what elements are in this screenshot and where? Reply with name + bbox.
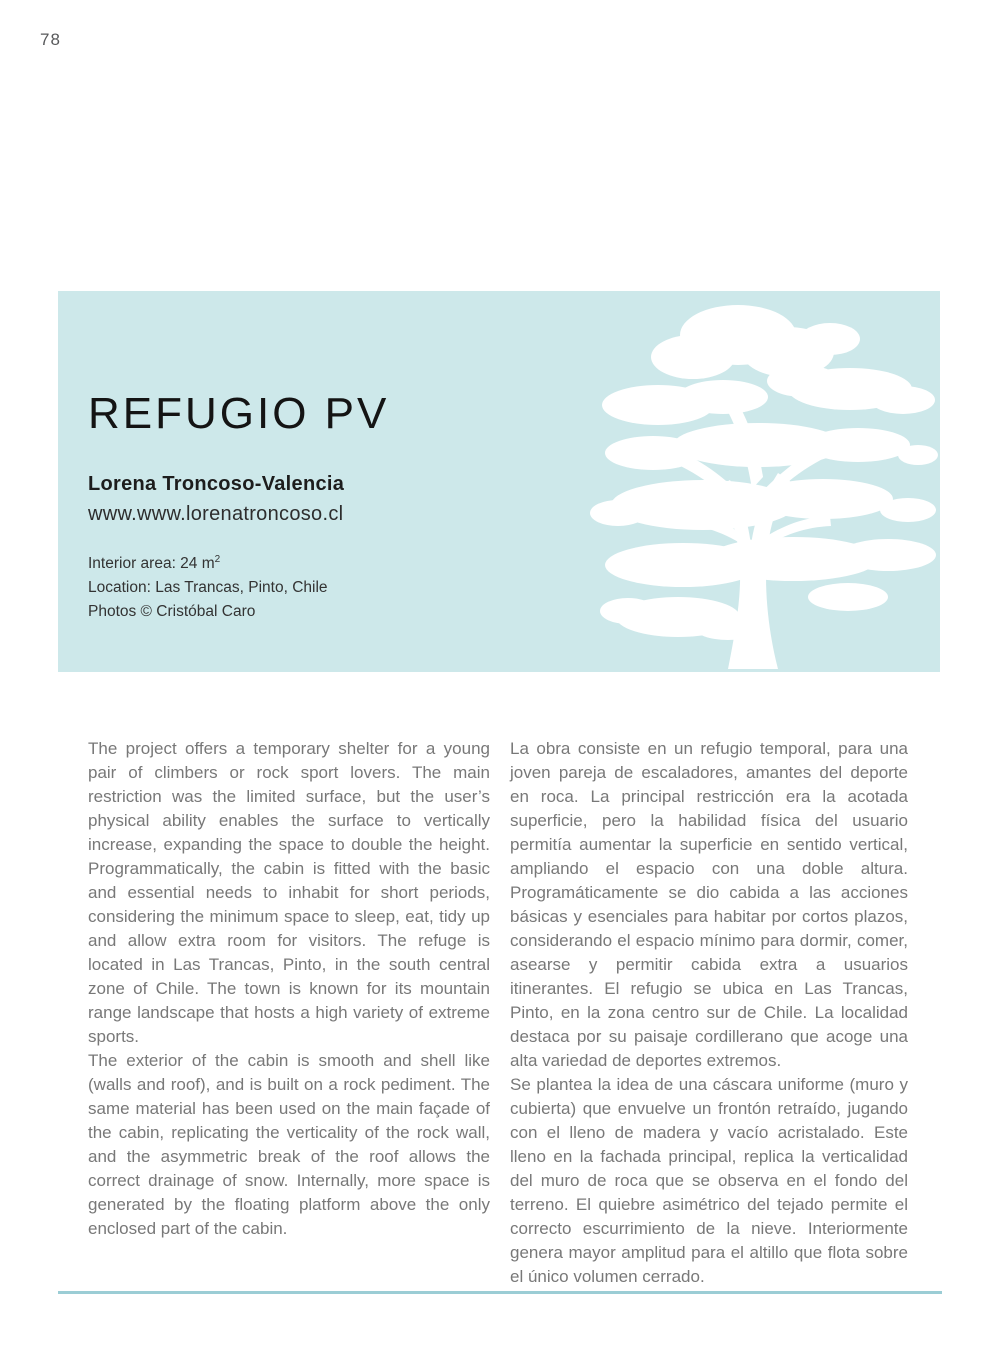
english-column xyxy=(88,737,490,1289)
spanish-column xyxy=(510,737,908,1289)
page-number: 78 xyxy=(40,30,61,49)
project-details xyxy=(88,548,328,624)
interior-area-text: Interior area: 24 m xyxy=(88,555,215,573)
interior-area-superscript: 2 xyxy=(214,554,221,565)
spanish-paragraph-1: La obra consiste en un refugio temporal, para una joven pareja de escaladores, amantes del deporte en roca. La principal restricción era la acotada superficie, pero la habilidad física del usuario permitía aumentar la superficie en sentido vertical, ampliando el espacio con una doble altura. Programáticamente se dio cabida a las acciones básicas y esenciales para habitar por cortos plazos, considerando el espacio mínimo para dormir, comer, asearse y permitir cabida extra a usuarios itinerantes. El refugio se ubica en Las Trancas, Pinto, en la zona centro sur de Chile. La localidad destaca por su paisaje cordillerano que acoge una alta variedad de deportes extremos. xyxy=(510,739,908,1070)
detail-photo-credit: Photos © Cristóbal Caro xyxy=(88,603,256,621)
tree-icon xyxy=(588,297,940,669)
article-body xyxy=(88,737,908,1289)
english-paragraph-1: The project offers a temporary shelter for a young pair of climbers or rock sport lovers. The main restriction was the limited surface, but the user’s physical ability enables the surface to vertically increase, expanding the space to double the height. Programmatically, the cabin is fitted with the basic and essential needs to inhabit for short periods, considering the minimum space to sleep, eat, tidy up and allow extra room for visitors. The refuge is located in Las Trancas, Pinto, in the south central zone of Chile. The town is known for its mountain range landscape that hosts a high variety of extreme sports. xyxy=(88,739,490,1046)
spanish-paragraph-2: Se plantea la idea de una cáscara uniforme (muro y cubierta) que envuelve un frontón retraído, jugando con el lleno de madera y vacío acristalado. Este lleno en la fachada principal, replica la verticalidad del muro de roca que se observa en el fondo del terreno. El quiebre asimétrico del tejado permite el correcto escurrimiento de la nieve. Interiormente genera mayor amplitud para el altillo que flota sobre el único volumen cerrado. xyxy=(510,1075,908,1286)
english-paragraph-2: The exterior of the cabin is smooth and shell like (walls and roof), and is built on a rock pediment. The same material has been used on the main façade of the cabin, replicating the verticality of the rock wall, and the asymmetric break of the roof allows the correct drainage of snow. Internally, more space is generated by the floating platform above the only enclosed part of the cabin. xyxy=(88,1051,490,1238)
author-website: www.www.lorenatroncoso.cl xyxy=(88,503,344,525)
detail-location: Location: Las Trancas, Pinto, Chile xyxy=(88,579,328,597)
author-block xyxy=(88,473,344,526)
author-name: Lorena Troncoso-Valencia xyxy=(88,473,345,495)
detail-interior-area xyxy=(88,548,328,576)
project-header-panel xyxy=(58,291,940,672)
project-title: REFUGIO PV xyxy=(88,389,390,439)
footer-divider-rule xyxy=(58,1291,942,1294)
